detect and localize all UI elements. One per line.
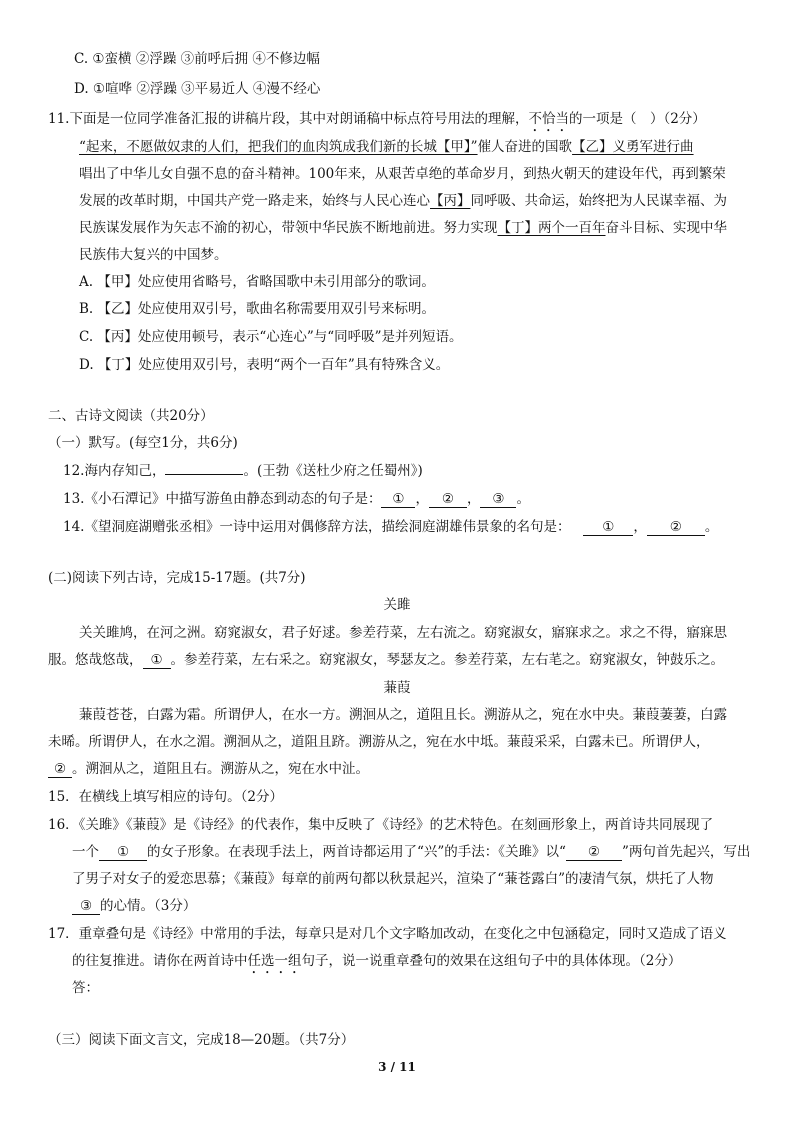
q14: 14.《望洞庭湖赠张丞相》一诗中运用对偶修辞方法，描绘洞庭湖雄伟景象的名句是： ① ， ② 。 xyxy=(63,519,719,535)
q11-p3-underline: 【丙】 xyxy=(430,193,471,209)
q11-stem xyxy=(48,110,706,135)
q11-option-d: D. 【丁】处应使用双引号，表明“两个一百年”具有特殊含义。 xyxy=(79,357,450,373)
q17-emphasis: 任选一组 xyxy=(247,953,302,969)
poem-1-line-1: 关关雎鸠，在河之洲。窈窕淑女，君子好逑。参差荇菜，左右流之。窈窕淑女，寤寐求之。求之不得，寤寐思 xyxy=(79,625,727,641)
q11-p1-text: 催人奋进的国歌 xyxy=(477,139,573,155)
poem-1-blank: ① xyxy=(143,652,171,669)
q11-passage-line-3 xyxy=(79,192,727,210)
q13: 13.《小石潭记》中描写游鱼由静态到动态的句子是： ① ， ② ， ③ 。 xyxy=(63,491,530,507)
q11-passage-line-1 xyxy=(79,138,694,156)
q16-line-1: 16．《关雎》《蒹葭》是《诗经》的代表作，集中反映了《诗经》的艺术特色。在刻画形象上，两首诗共同展现了 xyxy=(48,817,714,833)
poem-1-line-2 xyxy=(48,651,724,669)
q17-line-2-a: 的往复推进。请你在两首诗中 xyxy=(72,953,248,969)
q11-p4-underline: 【丁】两个一百年 xyxy=(497,220,606,236)
q16-line-2-c: ”两句首先起兴，写出 xyxy=(621,844,751,860)
q12-text-b: 。(王勃《送杜少府之任蜀州》) xyxy=(243,463,423,479)
page-number: 3 / 11 xyxy=(378,1060,416,1074)
part-3-title: （三）阅读下面文言文，完成18—20题。（共7分） xyxy=(48,1032,355,1048)
poem-1-line-2-c: 。参差荇菜，左右采之。窈窕淑女，琴瑟友之。参差荇菜，左右芼之。窈窕淑女，钟鼓乐之。 xyxy=(170,652,724,668)
section-2-title: 二、古诗文阅读（共20分） xyxy=(48,408,214,424)
q16-line-4-a: 的心情。（3分） xyxy=(100,898,197,914)
q16-blank-2: ② xyxy=(566,844,622,861)
q14-blank-1: ① xyxy=(583,519,633,536)
q11-passage-line-4 xyxy=(79,219,727,237)
poem-2-line-2: 未晞。所谓伊人，在水之湄。溯洄从之，道阻且跻。溯游从之，宛在水中坻。蒹葭采采，白露未已。所谓伊人， xyxy=(48,734,710,750)
q11-p1-underline-1: “起来，不愿做奴隶的人们，把我们的血肉筑成我们新的长城【甲】” xyxy=(79,139,478,155)
q11-p3-a: 发展的改革时期，中国共产党一路走来，始终与人民心连心 xyxy=(79,193,430,209)
q17-line-2-b: 句子，说一说重章叠句的效果在这组句子中的具体体现。（2分） xyxy=(301,953,682,969)
q16-line-4 xyxy=(72,897,196,915)
q11-passage-line-2: 唱出了中华儿女自强不息的奋斗精神。100年来，从艰苦卓绝的革命岁月，到热火朝天的建设年代，再到繁荣 xyxy=(79,166,726,182)
q13-text: 13.《小石潭记》中描写游鱼由静态到动态的句子是： xyxy=(63,491,382,507)
q16-line-2-a: 一个 xyxy=(72,844,99,860)
q14-text: 14.《望洞庭湖赠张丞相》一诗中运用对偶修辞方法，描绘洞庭湖雄伟景象的名句是： xyxy=(63,519,571,535)
q15: 15．在横线上填写相应的诗句。（2分） xyxy=(48,789,284,805)
q11-option-b: B. 【乙】处应使用双引号，歌曲名称需要用双引号来标明。 xyxy=(79,301,436,317)
q16-line-3: 了男子对女子的爱恋思慕；《蒹葭》每章的前两句都以秋景起兴，渲染了“蒹苍露白”的凄清气氛，烘托了人物 xyxy=(72,871,714,887)
part-2-title: (二)阅读下列古诗，完成15-17题。(共7分) xyxy=(48,570,306,586)
q11-p4-b: 奋斗目标、实现中华 xyxy=(605,220,727,236)
q17-line-1: 17．重章叠句是《诗经》中常用的手法，每章只是对几个文字略加改动，在变化之中包涵稳定，同时又造成了语义 xyxy=(48,926,727,942)
q12-text-a: 12.海内存知己， xyxy=(63,463,166,479)
poem-2-blank: ② xyxy=(48,761,72,778)
q16-blank-3: ③ xyxy=(72,898,100,915)
q11-option-c: C. 【丙】处应使用顿号，表示“心连心”与“同呼吸”是并列短语。 xyxy=(79,329,463,345)
q16-line-2 xyxy=(72,843,750,861)
q14-blank-2: ② xyxy=(647,519,705,536)
q13-blank-2: ② xyxy=(429,491,467,508)
q11-stem-a: 11.下面是一位同学准备汇报的讲稿片段，其中对朗诵稿中标点符号用法的理解， xyxy=(48,111,529,127)
section-2-part-1-title: （一）默写。(每空1分，共6分) xyxy=(48,435,238,451)
poem-2-line-1: 蒹葭苍苍，白露为霜。所谓伊人，在水一方。溯洄从之，道阻且长。溯游从之，宛在水中央。蒹葭萋萋，白露 xyxy=(79,707,727,723)
q13-blank-1: ① xyxy=(381,491,415,508)
poem-1-line-2-a: 服。悠哉悠哉， xyxy=(48,652,143,668)
q17-answer-label: 答： xyxy=(72,980,99,996)
q11-passage-line-5: 民族伟大复兴的中国梦。 xyxy=(79,247,228,263)
q12 xyxy=(63,462,423,480)
q10-option-d: D. ①喧哗 ②浮躁 ③平易近人 ④漫不经心 xyxy=(74,81,321,97)
q17-line-2 xyxy=(72,952,681,977)
poem-2-line-3-b: 。溯洄从之，道阻且右。溯游从之，宛在水中沚。 xyxy=(72,761,369,777)
q12-blank xyxy=(165,474,243,475)
poem-2-title: 蒹葭 xyxy=(383,680,411,696)
q11-p3-b: 同呼吸、共命运，始终把为人民谋幸福、为 xyxy=(470,193,727,209)
q13-blank-3: ③ xyxy=(480,491,516,508)
q10-option-c: C. ①蛮横 ②浮躁 ③前呼后拥 ④不修边幅 xyxy=(74,51,320,67)
poem-1-title: 关雎 xyxy=(383,597,411,613)
q11-p1-underline-2: 【乙】义勇军进行曲 xyxy=(572,139,694,155)
q11-option-a: A. 【甲】处应使用省略号，省略国歌中未引用部分的歌词。 xyxy=(79,274,435,290)
q11-p4-a: 民族谋发展作为矢志不渝的初心，带领中华民族不断地前进。努力实现 xyxy=(79,220,498,236)
poem-2-line-3 xyxy=(48,760,369,778)
q11-stem-b: 的一项是（ ）（2分） xyxy=(568,111,706,127)
q11-stem-emphasis: 不恰当 xyxy=(528,111,569,127)
q16-line-2-b: 的女子形象。在表现手法上，两首诗都运用了“兴”的手法：《关雎》以“ xyxy=(147,844,566,860)
q16-blank-1: ① xyxy=(99,844,147,861)
